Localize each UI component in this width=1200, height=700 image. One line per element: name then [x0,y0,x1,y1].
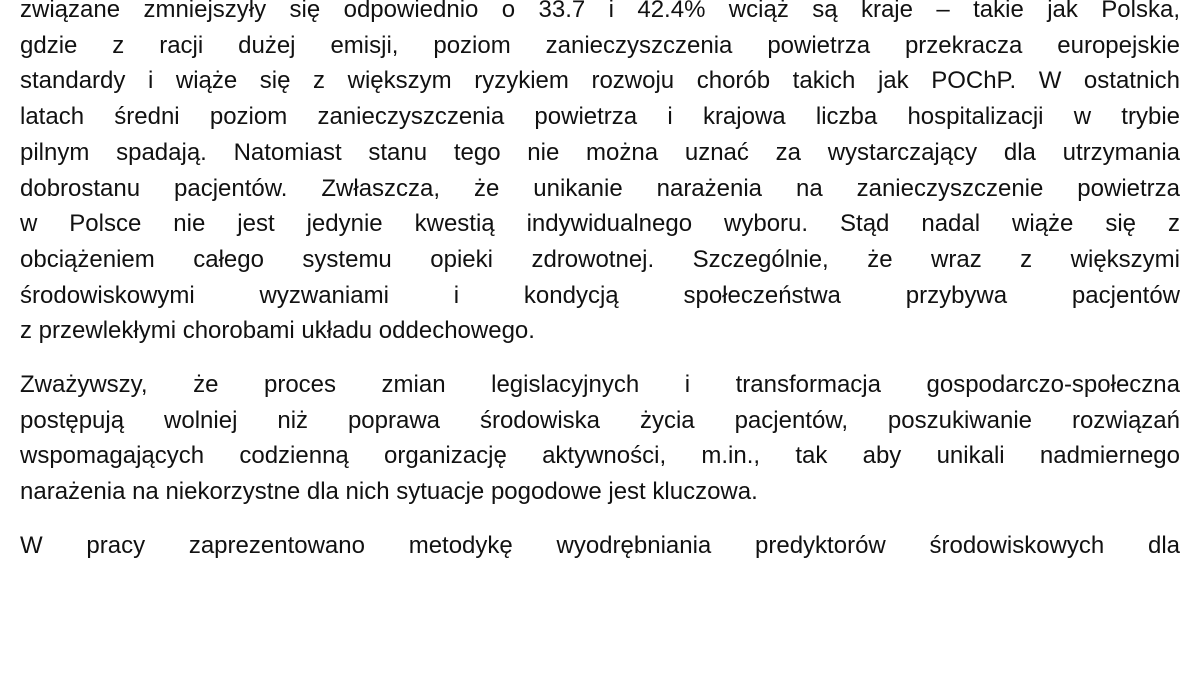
text-line: dobrostanu pacjentów. Zwłaszcza, że unikanie narażenia na zanieczyszczenie powietrza [20,174,1180,202]
text-line: narażenia na niekorzystne dla nich sytuacje pogodowe jest kluczowa. [20,478,758,506]
text-line: gdzie z racji dużej emisji, poziom zanieczyszczenia powietrza przekracza europejskie [20,31,1180,59]
text-line: postępują wolniej niż poprawa środowiska życia pacjentów, poszukiwanie rozwiązań [20,406,1180,434]
text-line: wspomagających codzienną organizację aktywności, m.in., tak aby unikali nadmiernego [20,442,1180,470]
text-line: obciążeniem całego systemu opieki zdrowotnej. Szczególnie, że wraz z większymi [20,245,1180,273]
text-line: latach średni poziom zanieczyszczenia powietrza i krajowa liczba hospitalizacji w trybie [20,103,1180,131]
text-line: w Polsce nie jest jedynie kwestią indywidualnego wyboru. Stąd nadal wiąże się z [20,210,1180,238]
text-line: pilnym spadają. Natomiast stanu tego nie można uznać za wystarczający dla utrzymania [20,138,1180,166]
paragraph-3 [20,528,1180,564]
paragraph-2 [20,367,1180,510]
text-line: W pracy zaprezentowano metodykę wyodrębniania predyktorów środowiskowych dla [20,531,1180,559]
paragraph-1 [20,0,1180,349]
text-line: Zważywszy, że proces zmian legislacyjnych i transformacja gospodarczo-społeczna [20,371,1180,399]
text-line: z przewlekłymi chorobami układu oddechowego. [20,317,535,345]
text-column [20,0,1180,564]
text-line: związane zmniejszyły się odpowiednio o 33.7 i 42.4% wciąż są kraje – takie jak Polska, [20,0,1180,23]
text-line: środowiskowymi wyzwaniami i kondycją społeczeństwa przybywa pacjentów [20,281,1180,309]
text-line: standardy i wiąże się z większym ryzykiem rozwoju chorób takich jak POChP. W ostatnich [20,67,1180,95]
